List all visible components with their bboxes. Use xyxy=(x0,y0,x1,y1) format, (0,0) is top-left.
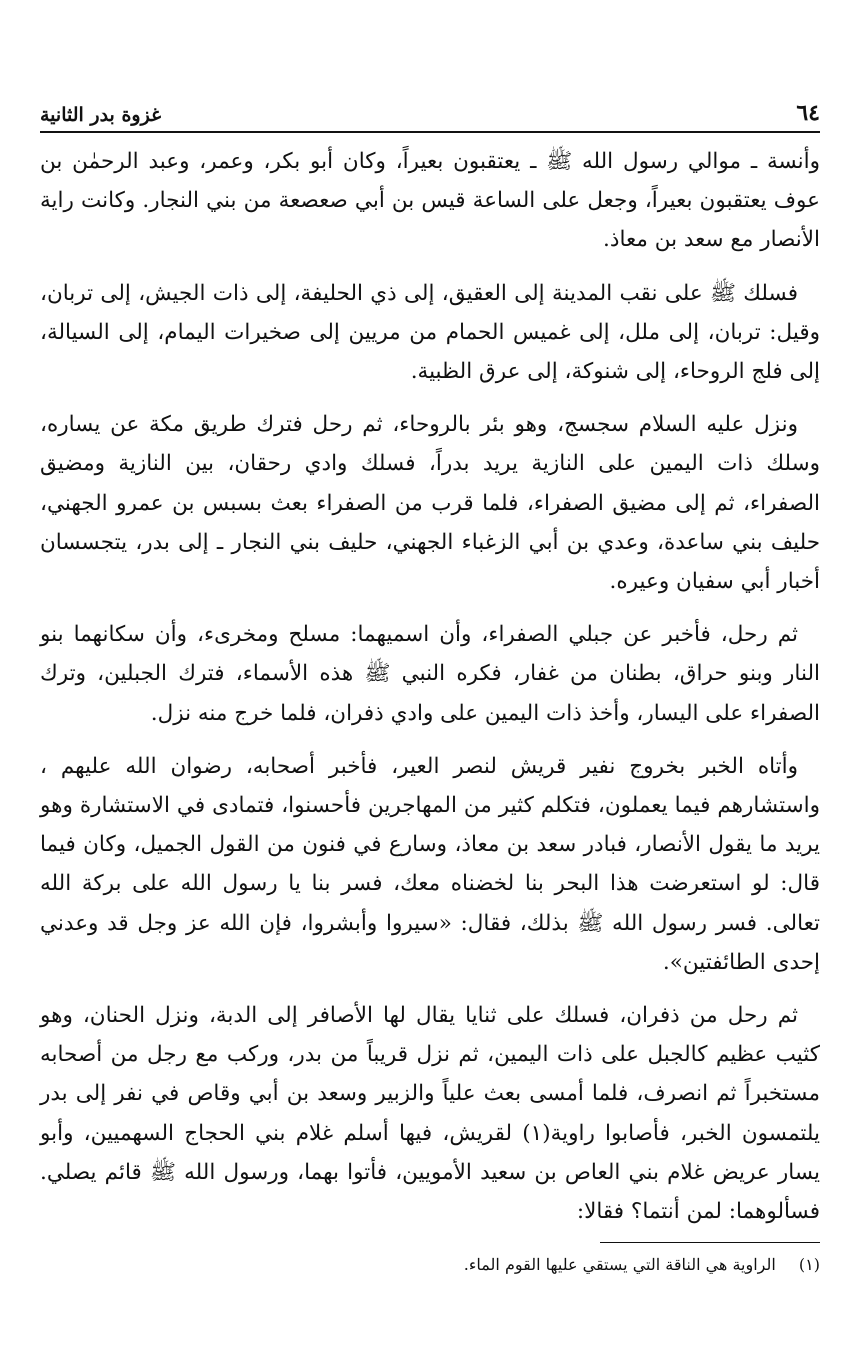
footnote xyxy=(40,1252,820,1278)
footnote-text: الراوية هي الناقة التي يستقي عليها القوم الماء. xyxy=(463,1255,776,1274)
paragraph: فسلك ﷺ على نقب المدينة إلى العقيق، إلى ذي الحليفة، إلى ذات الجيش، إلى تربان، وقيل: تربان، إلى ملل، إلى غميس الحمام من مريين إلى صخيرات اليمام، إلى السيالة، إلى فلج الروحاء، إلى شنوكة، إلى عرق الظبية. xyxy=(40,280,820,385)
paragraph: ثم رحل، فأخبر عن جبلي الصفراء، وأن اسميهما: مسلح ومخرىء، وأن سكانهما بنو النار وبنو حراق، بطنان من غفار، فكره النبي ﷺ هذه الأسماء، فترك الجبلين، وترك الصفراء على اليسار، وأخذ ذات اليمين على وادي ذفران، فلما خرج منه نزل. xyxy=(40,622,820,726)
paragraph: وأنسة ـ موالي رسول الله ﷺ ـ يعتقبون بعيراً، وكان أبو بكر، وعمر، وعبد الرحمٰن بن عوف يعتقبون بعيراً، وجعل على الساعة قيس بن أبي صعصعة من بني النجار. وكانت راية الأنصار مع سعد بن معاذ. xyxy=(40,149,820,253)
body-text xyxy=(40,142,820,1245)
page-number: ٦٤ xyxy=(796,100,820,126)
page-header xyxy=(40,96,820,126)
paragraph: ثم رحل من ذفران، فسلك على ثنايا يقال لها الأصافر إلى الدبة، ونزل الحنان، وهو كثيب عظيم كالجبل على ذات اليمين، ثم نزل قريباً من بدر، وركب مع رجل من أصحابه مستخبراً ثم انصرف، فلما أمسى بعث علياً والزبير وسعد بن أبي وقاص في نفر إلى بدر يلتمسون الخبر، فأصابوا راوية(١) لقريش، فيها أسلم غلام بني الحجاج السهميين، وأبو يسار عريض غلام بني العاص بن سعيد الأمويين، فأتوا بهما، ورسول الله ﷺ قائم يصلي. فسألوهما: لمن أنتما؟ فقالا: xyxy=(40,1003,820,1225)
footnote-marker: (١) xyxy=(798,1255,820,1274)
footnote-rule xyxy=(600,1242,820,1243)
paragraph: ونزل عليه السلام سجسج، وهو بئر بالروحاء، ثم رحل فترك طريق مكة عن يساره، وسلك ذات اليمين على النازية يريد بدراً، فسلك وادي رحقان، بين النازية ومضيق الصفراء، ثم إلى مضيق الصفراء، فلما قرب من الصفراء بعث بسبس بن عمرو الجهني، حليف بني ساعدة، وعدي بن أبي الزغباء الجهني، حليف بني النجار ـ إلى بدر، يتجسسان أخبار أبي سفيان وعيره. xyxy=(40,412,820,595)
header-rule xyxy=(40,131,820,133)
running-title: غزوة بدر الثانية xyxy=(40,104,162,126)
paragraph: وأتاه الخبر بخروج نفير قريش لنصر العير، فأخبر أصحابه، رضوان الله عليهم ، واستشارهم فيما يعملون، فتكلم كثير من المهاجرين فأحسنوا، فتمادى في الاستشارة وهو يريد ما يقول الأنصار، فبادر سعد بن معاذ، وسارع في فنون من القول الجميل، وكان فيما قال: لو استعرضت هذا البحر بنا لخضناه معك، فسر بنا يا رسول الله على بركة الله تعالى. فسر رسول الله ﷺ بذلك، فقال: «سيروا وأبشروا، فإن الله عز وجل قد وعدني إحدى الطائفتين». xyxy=(40,753,820,975)
